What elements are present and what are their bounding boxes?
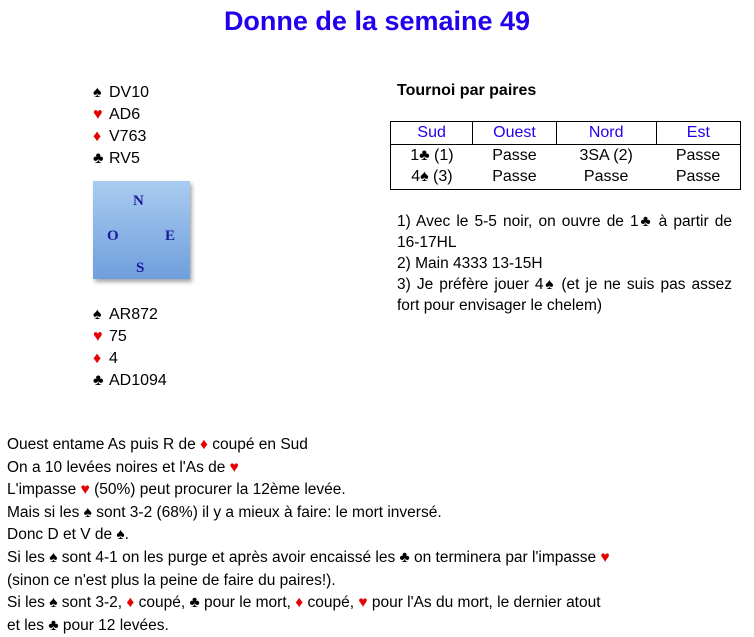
north-clubs-cards: RV5 <box>109 150 140 167</box>
analysis-fragment: coupé, <box>303 594 359 612</box>
page-title: Donne de la semaine 49 <box>223 6 531 36</box>
spade-icon: ♠ <box>116 526 125 544</box>
bid-est: Passe <box>675 146 721 164</box>
compass-east: E <box>165 228 176 244</box>
analysis-line <box>7 524 747 547</box>
club-icon: ♣ <box>48 616 59 634</box>
north-spades <box>93 82 149 104</box>
analysis-fragment: sont 4-1 on les purge et après avoir encaissé les <box>57 548 400 566</box>
analysis-fragment: pour l'As du mort, le dernier atout <box>367 594 601 612</box>
bid-sud <box>391 145 473 167</box>
club-icon: ♣ <box>189 594 200 612</box>
diamond-icon: ♦ <box>126 594 135 612</box>
note-2: 2) Main 4333 13-15H <box>397 255 543 272</box>
analysis-line <box>7 502 747 525</box>
heart-icon: ♥ <box>93 106 103 123</box>
heart-icon: ♥ <box>358 594 368 612</box>
north-diamonds <box>93 126 149 148</box>
analysis-fragment: Donc D et V de <box>7 526 117 544</box>
header-ouest: Ouest <box>473 122 556 145</box>
analysis-fragment: coupé, <box>134 594 190 612</box>
north-hand <box>93 82 149 170</box>
analysis-line: (sinon ce n'est plus la peine de faire du paires!). <box>7 571 336 589</box>
header-sud: Sud <box>391 122 473 145</box>
header-nord: Nord <box>556 122 656 145</box>
heart-icon: ♥ <box>93 328 103 345</box>
club-icon: ♣ <box>93 372 104 389</box>
south-diamonds-cards: 4 <box>109 350 118 367</box>
diamond-icon: ♦ <box>200 436 208 453</box>
analysis-fragment: Mais si les <box>7 503 84 521</box>
analysis-line <box>7 434 747 457</box>
header-est: Est <box>656 122 740 145</box>
bidding-row <box>391 166 741 190</box>
analysis-fragment: Ouest entame As puis R de <box>7 436 200 453</box>
bidding-notes <box>397 211 732 316</box>
bidding-header-row <box>391 122 741 145</box>
spade-icon: ♠ <box>543 276 556 293</box>
club-icon: ♣ <box>419 146 430 164</box>
south-clubs-cards: AD1094 <box>109 372 167 389</box>
north-spades-cards: DV10 <box>109 84 150 101</box>
note-text: 3) Je préfère jouer 4 <box>397 276 544 293</box>
heart-icon: ♥ <box>80 481 90 499</box>
compass-south: S <box>136 260 145 276</box>
bid-level: 1 <box>410 146 420 164</box>
south-spades-cards: AR872 <box>109 306 158 323</box>
analysis-fragment: et les <box>7 616 49 634</box>
spade-icon: ♠ <box>49 594 58 612</box>
heart-icon: ♥ <box>600 548 610 566</box>
bid-nord: Passe <box>583 167 629 185</box>
bid-est: Passe <box>675 167 721 185</box>
compass-box <box>93 181 190 279</box>
bid-level: 4 <box>411 167 421 185</box>
north-hearts-cards: AD6 <box>109 106 141 123</box>
spade-icon: ♠ <box>420 167 429 185</box>
analysis-fragment: pour 12 levées. <box>58 616 169 634</box>
analysis-fragment: (50%) peut procurer la 12ème levée. <box>89 481 346 499</box>
north-diamonds-cards: V763 <box>109 128 147 145</box>
note-text: à partir de 16-17HL <box>397 213 732 251</box>
compass-west: O <box>107 228 119 244</box>
diamond-icon: ♦ <box>93 350 102 367</box>
analysis-fragment: pour le mort, <box>199 594 296 612</box>
bidding-row <box>391 145 741 167</box>
analysis-line <box>7 592 747 615</box>
bid-ouest: Passe <box>492 167 537 185</box>
spade-icon: ♠ <box>49 548 58 566</box>
south-hand <box>93 304 167 392</box>
bid-note: (3) <box>428 167 453 185</box>
compass-north: N <box>133 193 144 209</box>
south-diamonds <box>93 348 167 370</box>
north-hearts <box>93 104 149 126</box>
analysis-line <box>7 547 747 570</box>
bid-note: (1) <box>429 146 454 164</box>
diamond-icon: ♦ <box>295 594 304 612</box>
south-hearts-cards: 75 <box>109 328 127 345</box>
analysis-fragment: Si les <box>7 548 50 566</box>
analysis-fragment: sont 3-2, <box>57 594 127 612</box>
south-hearts <box>93 326 167 348</box>
note-text: (et je ne suis pas assez fort pour envisager le chelem) <box>397 276 732 314</box>
club-icon: ♣ <box>638 213 653 230</box>
analysis-fragment: sont 3-2 (68%) il y a mieux à faire: le mort inversé. <box>91 503 442 521</box>
analysis-fragment: on terminera par l'impasse <box>409 548 601 566</box>
note-1 <box>397 211 732 253</box>
note-3 <box>397 274 732 316</box>
heart-icon: ♥ <box>229 458 239 476</box>
bidding-table <box>390 121 741 190</box>
spade-icon: ♠ <box>93 84 102 101</box>
south-clubs <box>93 370 167 392</box>
analysis-fragment: On a 10 levées noires et l'As de <box>7 458 230 476</box>
spade-icon: ♠ <box>93 306 102 323</box>
analysis-fragment: . <box>124 526 129 544</box>
analysis-fragment: Si les <box>7 594 50 612</box>
club-icon: ♣ <box>93 150 104 167</box>
south-spades <box>93 304 167 326</box>
tournament-title: Tournoi par paires <box>397 82 537 99</box>
analysis-line <box>7 457 747 480</box>
spade-icon: ♠ <box>83 503 92 521</box>
analysis-fragment: L'impasse <box>7 481 81 499</box>
analysis-line <box>7 479 747 502</box>
analysis-text <box>7 434 747 637</box>
note-text: 1) Avec le 5-5 noir, on ouvre de 1 <box>397 213 639 230</box>
club-icon: ♣ <box>399 548 410 566</box>
diamond-icon: ♦ <box>93 128 102 145</box>
bid-sud <box>391 166 473 190</box>
bid-ouest: Passe <box>492 146 537 164</box>
analysis-fragment: coupé en Sud <box>207 436 308 453</box>
bid-nord: 3SA (2) <box>579 146 633 164</box>
north-clubs <box>93 148 149 170</box>
